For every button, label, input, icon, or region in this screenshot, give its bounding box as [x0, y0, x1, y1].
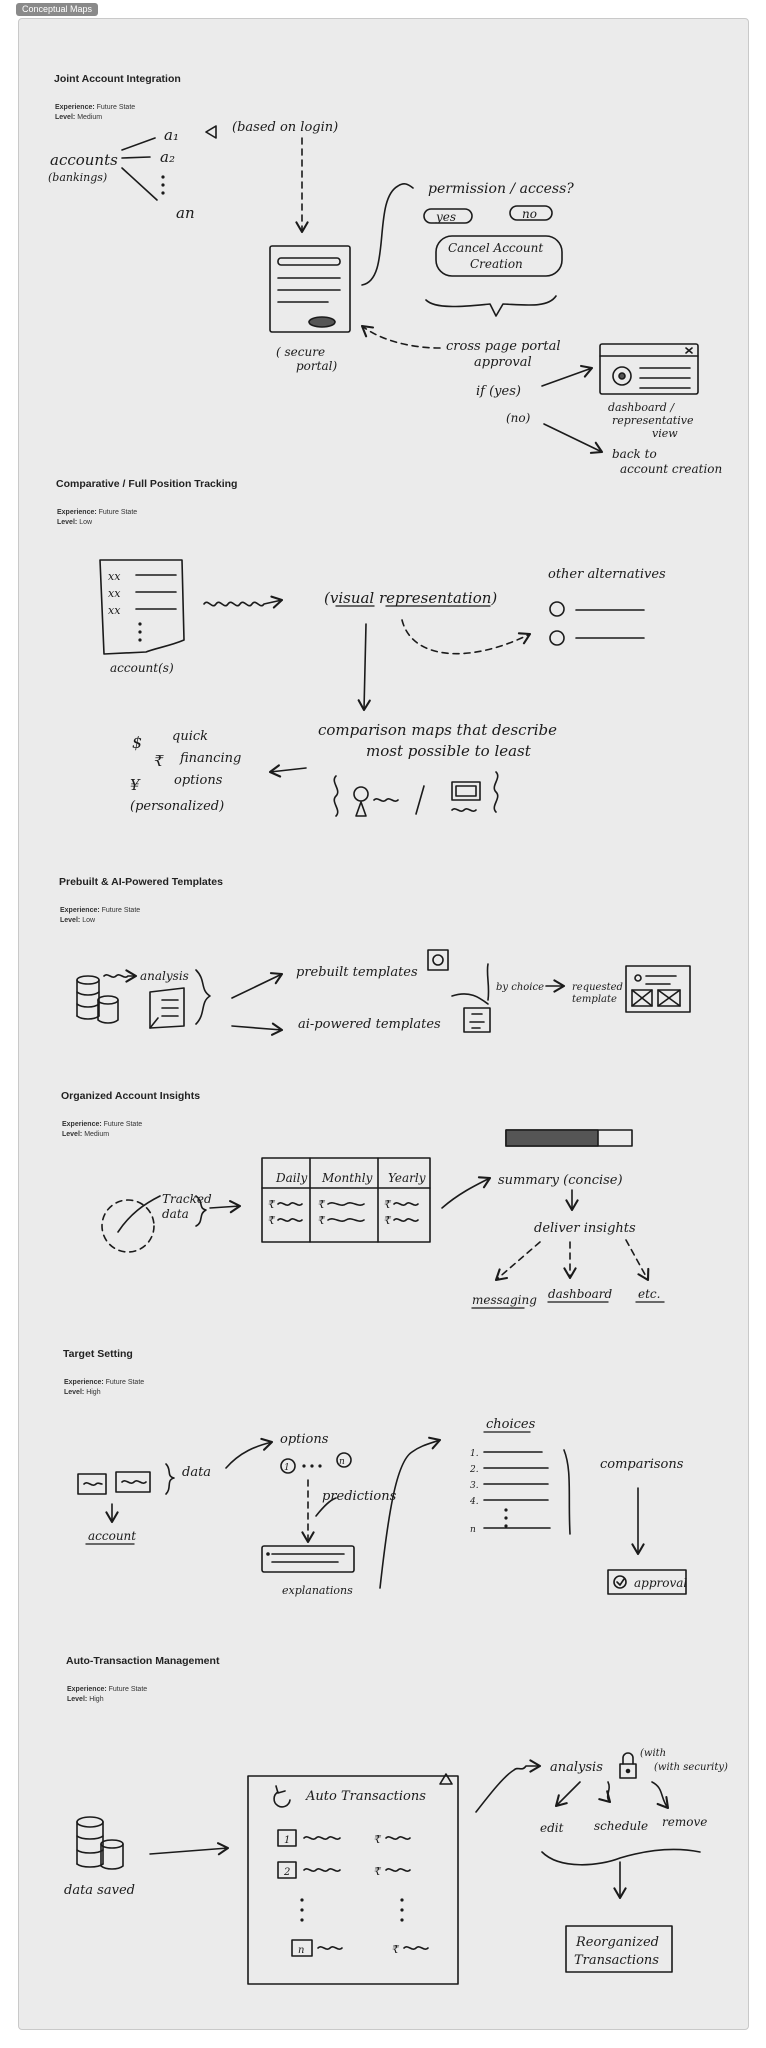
- label-option-n: n: [339, 1457, 345, 1467]
- label-quick: quick: [172, 729, 209, 744]
- template-frame-icon: [428, 950, 448, 970]
- label-cross-2: approval: [474, 355, 532, 370]
- section-meta-templates: Experience: Future State Level: Low: [60, 907, 141, 924]
- svg-text:2.: 2.: [470, 1465, 479, 1475]
- label-prebuilt: prebuilt templates: [296, 965, 418, 980]
- label-dashboard-3: view: [652, 427, 678, 440]
- arrow-left-icon: [206, 126, 216, 138]
- rupee-icon: ₹: [318, 1198, 325, 1211]
- label-with-security-1: (with: [640, 1748, 667, 1759]
- label-permission: permission / access?: [428, 181, 574, 197]
- label-requested-1: requested: [572, 982, 623, 993]
- section-meta-auto-transaction: Experience: Future State Level: High: [67, 1686, 148, 1703]
- label-xx-3: xx: [108, 604, 121, 617]
- label-secure-portal-2: portal): [296, 359, 338, 373]
- dashboard-window-icon: [600, 344, 698, 394]
- label-tracked-2: data: [162, 1207, 189, 1221]
- label-by-choice: by choice: [496, 982, 545, 993]
- svg-text:4.: 4.: [470, 1497, 479, 1507]
- rupee-icon: ₹: [374, 1833, 381, 1846]
- label-etc: etc.: [638, 1287, 661, 1301]
- label-yearly: Yearly: [388, 1171, 426, 1185]
- label-requested-2: template: [572, 994, 617, 1005]
- sketch-templates: [77, 950, 690, 1032]
- tracked-data-circle: [102, 1200, 154, 1252]
- sketch-auto-transaction: [64, 1748, 728, 1984]
- label-explanations: explanations: [282, 1584, 353, 1597]
- label-comparison-2: most possible to least: [366, 742, 531, 760]
- label-comparisons: comparisons: [600, 1457, 684, 1472]
- rupee-icon: ₹: [268, 1198, 275, 1211]
- svg-text:3.: 3.: [470, 1481, 479, 1491]
- label-personalized: (personalized): [130, 799, 225, 814]
- rupee-icon: ₹: [268, 1214, 275, 1227]
- label-a1: a₁: [164, 126, 179, 144]
- label-financing: financing: [180, 751, 242, 766]
- label-xx-2: xx: [108, 587, 121, 600]
- section-title-comparative: Comparative / Full Position Tracking: [56, 478, 238, 490]
- label-back-2: account creation: [620, 462, 723, 476]
- label-analysis: analysis: [550, 1760, 603, 1775]
- label-approval: approval: [634, 1576, 688, 1590]
- label-other-alternatives: other alternatives: [548, 567, 666, 582]
- yen-icon: ¥: [130, 776, 140, 794]
- label-choice-n: n: [470, 1525, 476, 1535]
- label-with-security: (with security): [654, 1762, 728, 1773]
- section-meta-comparative: Experience: Future State Level: Low: [57, 509, 138, 526]
- label-visual-representation: (visual representation): [324, 589, 498, 607]
- label-cross-1: cross page portal: [446, 339, 561, 354]
- label-back-1: back to: [612, 447, 657, 461]
- section-title-auto-transaction: Auto-Transaction Management: [66, 1655, 220, 1667]
- label-ai-powered: ai-powered templates: [298, 1017, 441, 1032]
- label-based-on-login: (based on login): [232, 120, 339, 135]
- explanations-box: [262, 1546, 354, 1572]
- label-analysis: analysis: [140, 969, 189, 983]
- svg-text:1.: 1.: [470, 1449, 479, 1459]
- label-options: options: [280, 1432, 329, 1447]
- label-choices: choices: [486, 1417, 536, 1432]
- check-icon: [614, 1576, 626, 1588]
- section-meta-target: Experience: Future State Level: High: [64, 1379, 145, 1396]
- label-summary: summary (concise): [498, 1173, 623, 1188]
- label-option-1: 1: [284, 1463, 290, 1473]
- label-no-paren: (no): [506, 411, 531, 425]
- label-data: data: [182, 1465, 212, 1480]
- label-comparison-1: comparison maps that describe: [318, 721, 558, 739]
- label-row-1: 1: [284, 1835, 291, 1846]
- label-cancel-2: Creation: [470, 257, 523, 271]
- label-if-yes: if (yes): [476, 384, 521, 399]
- rupee-icon: ₹: [374, 1865, 381, 1878]
- refresh-icon: [274, 1792, 290, 1807]
- section-meta-joint-account: Experience: Future State Level: Medium: [55, 104, 136, 121]
- label-remove: remove: [662, 1815, 708, 1829]
- sketch-target: [78, 1417, 687, 1597]
- label-predictions: predictions: [322, 1489, 397, 1504]
- label-accounts-plural: account(s): [110, 661, 174, 675]
- label-a2: a₂: [160, 148, 175, 166]
- label-an: an: [176, 204, 195, 222]
- label-accounts: accounts: [50, 151, 118, 169]
- label-tracked-1: Tracked: [162, 1192, 212, 1206]
- label-reorganized-2: Transactions: [574, 1953, 659, 1968]
- database-icon: [77, 976, 99, 984]
- label-schedule: schedule: [594, 1819, 649, 1833]
- label-dashboard-1: dashboard /: [608, 401, 675, 414]
- tag-conceptual-maps: Conceptual Maps: [16, 3, 98, 16]
- sketch-insights: [102, 1130, 664, 1308]
- rupee-icon: ₹: [154, 752, 164, 770]
- label-accounts-sub: (bankings): [48, 171, 108, 184]
- label-edit: edit: [540, 1821, 564, 1835]
- label-secure-portal-1: ( secure: [276, 345, 326, 359]
- map-pin-icon: [354, 787, 368, 801]
- label-cancel-1: Cancel Account: [448, 241, 544, 255]
- section-title-target: Target Setting: [63, 1348, 133, 1360]
- section-meta-insights: Experience: Future State Level: Medium: [62, 1121, 143, 1138]
- label-dashboard: dashboard: [548, 1287, 613, 1301]
- rupee-icon: ₹: [384, 1198, 391, 1211]
- rupee-icon: ₹: [392, 1943, 399, 1956]
- section-title-joint-account: Joint Account Integration: [54, 73, 181, 85]
- label-messaging: messaging: [472, 1293, 537, 1307]
- label-account: account: [88, 1529, 137, 1543]
- label-data-saved: data saved: [64, 1883, 135, 1898]
- label-monthly: Monthly: [322, 1171, 373, 1185]
- label-reorganized-1: Reorganized: [576, 1935, 659, 1950]
- dollar-icon: $: [132, 733, 143, 752]
- section-title-templates: Prebuilt & AI-Powered Templates: [59, 876, 223, 888]
- label-deliver-insights: deliver insights: [534, 1221, 636, 1236]
- rupee-icon: ₹: [384, 1214, 391, 1227]
- label-daily: Daily: [276, 1171, 308, 1185]
- label-dashboard-2: representative: [612, 414, 694, 427]
- label-yes: yes: [436, 210, 457, 224]
- database-icon: [77, 1817, 103, 1827]
- rupee-icon: ₹: [318, 1214, 325, 1227]
- label-options: options: [174, 773, 223, 788]
- label-auto-transactions: Auto Transactions: [306, 1789, 426, 1804]
- label-row-2: 2: [284, 1867, 291, 1878]
- section-title-insights: Organized Account Insights: [61, 1090, 201, 1102]
- label-row-n: n: [298, 1945, 305, 1956]
- sketch-comparative: [100, 560, 666, 816]
- label-no: no: [522, 207, 537, 221]
- label-xx-1: xx: [108, 570, 121, 583]
- sketch-joint-account: [48, 120, 722, 476]
